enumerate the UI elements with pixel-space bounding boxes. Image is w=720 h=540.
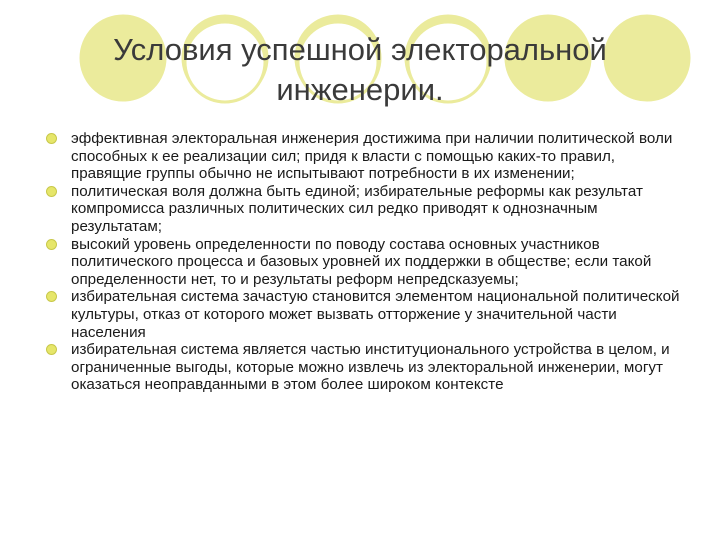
bullet-text: избирательная система является частью институционального устройства в целом, и ограниченные выгоды, которые можно извлечь из электоральной инженерии, могут оказаться неоправданными в этом более широком контексте xyxy=(71,341,670,394)
bullet-text: эффективная электоральная инженерия достижима при наличии политической воли способных к ее реализации сил; придя к власти с помощью каких-то правил, правящие группы обычно не испытывают потребности в их изменении; xyxy=(71,130,673,183)
bullet-item xyxy=(46,288,686,341)
bullet-text: политическая воля должна быть единой; избирательные реформы как результат компромисса различных политических сил редко приводят к однозначным результатам; xyxy=(71,182,643,235)
bullet-dot-icon xyxy=(46,239,57,250)
bullet-text: высокий уровень определенности по поводу состава основных участников политического процесса и базовых уровней их поддержки в обществе; если такой определенности нет, то и результаты реформ непредсказуемы; xyxy=(71,235,652,288)
bullet-item xyxy=(46,183,686,236)
bullet-dot-icon xyxy=(46,291,57,302)
bullet-list xyxy=(46,130,686,394)
bullet-dot-icon xyxy=(46,186,57,197)
slide-title-line-1: Условия успешной электоральной xyxy=(113,32,607,67)
bullet-item xyxy=(46,341,686,394)
bullet-text: избирательная система зачастую становится элементом национальной политической культуры, отказ от которого может вызвать отторжение у значительной части населения xyxy=(71,288,680,341)
bullet-item xyxy=(46,236,686,289)
slide-title-line-2: инженерии. xyxy=(276,72,444,107)
bullet-dot-icon xyxy=(46,344,57,355)
bullet-dot-icon xyxy=(46,133,57,144)
bullet-item xyxy=(46,130,686,183)
slide-title xyxy=(60,30,660,110)
